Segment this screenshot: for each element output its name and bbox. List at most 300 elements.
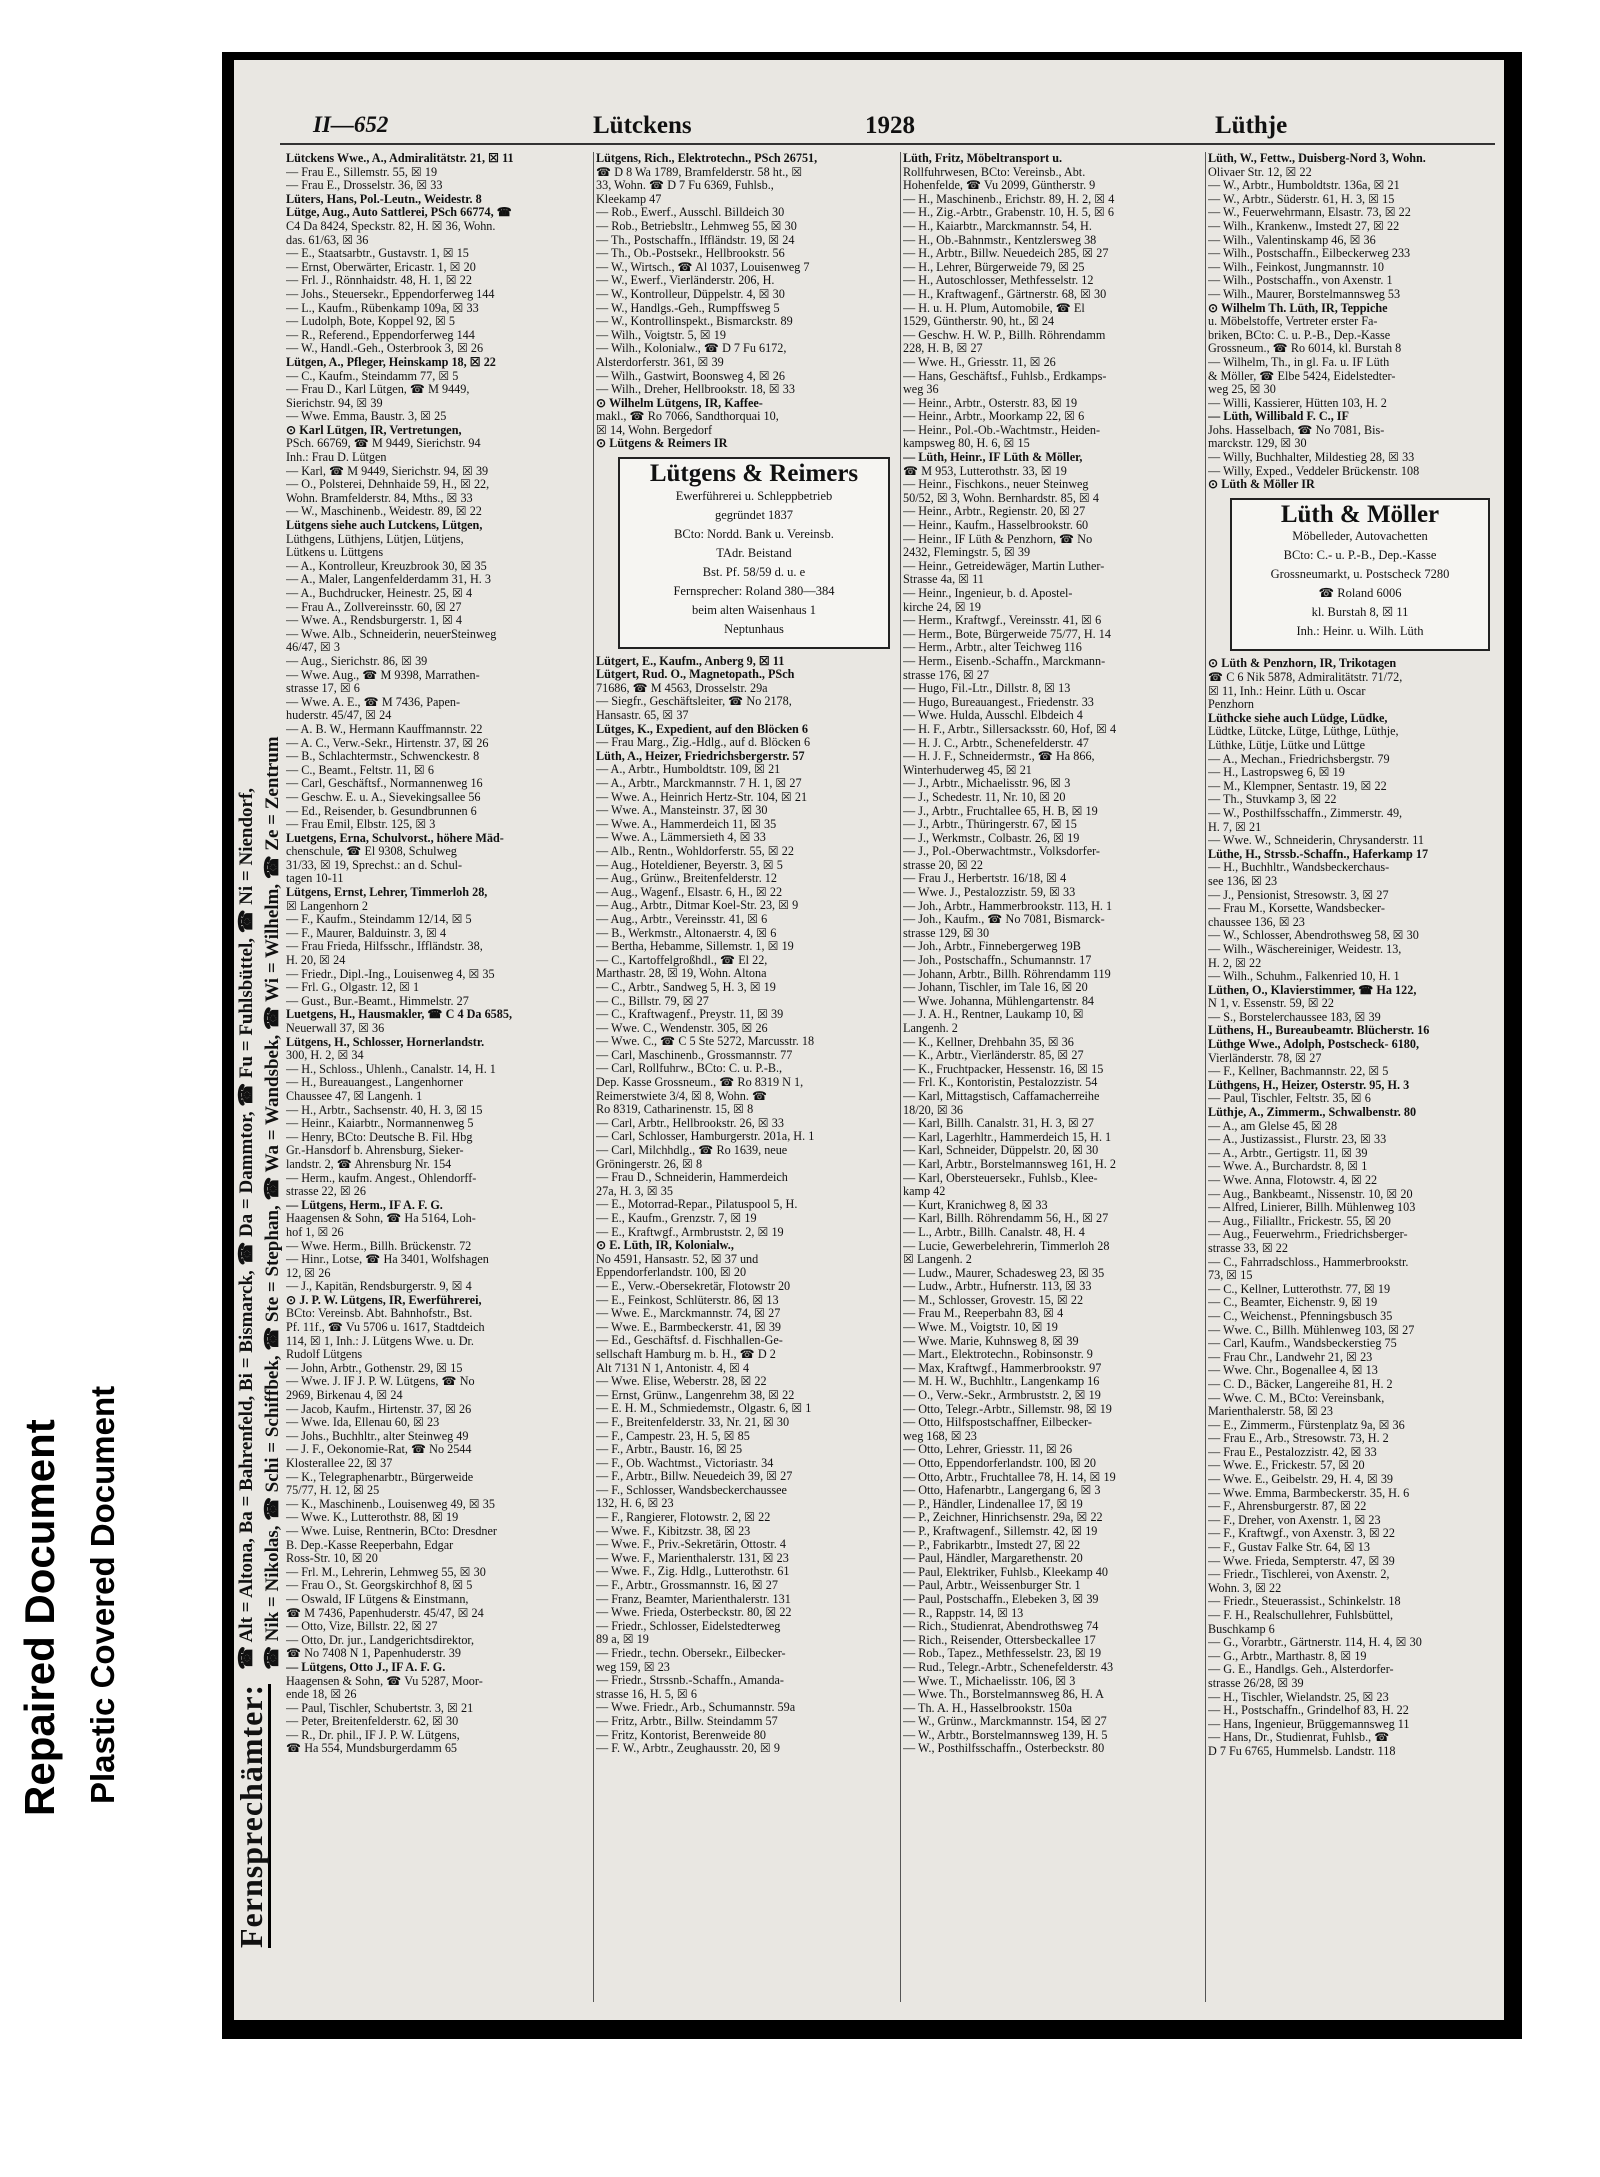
directory-entry: — K., Maschinenb., Louisenweg 49, ☒ 35 [286,1497,495,1511]
directory-entry: — Wwe. M., Voigtstr. 10, ☒ 19 [903,1321,1058,1335]
directory-entry: — E., Verw.-Obersekretär, Flotowstr 20 [596,1279,791,1293]
directory-entry: kirche 24, ☒ 19 [903,600,981,614]
directory-entry: — Wwe. Anna, Flotowstr. 4, ☒ 22 [1208,1174,1378,1187]
directory-entry: — Karl, Lagerhltr., Hammerdeich 15, H. 1 [903,1130,1112,1144]
directory-entry: Lütgens, Ernst, Lehrer, Timmerloh 28, [286,886,488,900]
directory-entry: — Friedr., Schlosser, Eidelstedterweg [596,1619,781,1633]
directory-entry: — F., Schlosser, Wandsbeckerchaussee [596,1483,787,1497]
directory-entry: 46/47, ☒ 3 [286,641,340,655]
directory-entry: Lüthge Wwe., Adolph, Postscheck- 6180, [1208,1038,1420,1052]
directory-entry: — H., Buchhltr., Wandsbeckerchaus- [1208,861,1390,875]
directory-entry: — Karl, ☎ M 9449, Sierichstr. 94, ☒ 39 [286,464,489,478]
directory-entry: — W., Maschinenb., Weidestr. 89, ☒ 22 [286,505,482,519]
directory-entry: — Hans, Dr., Studienrat, Fuhlsb., ☎ [1208,1731,1390,1745]
directory-entry: — Johs., Steuersekr., Eppendorferweg 144 [286,287,495,301]
directory-entry: — W., Handl.-Geh., Osterbrook 3, ☒ 26 [286,342,484,356]
directory-entry: Sierichstr. 94, ☒ 39 [286,396,383,410]
directory-entry: — Carl, Schlosser, Hamburgerstr. 201a, H. 1 [596,1130,815,1144]
directory-entry: Lüters, Hans, Pol.-Leutn., Weidestr. 8 [286,192,482,206]
directory-entry: — Wwe. W., Schneiderin, Chrysanderstr. 11 [1208,834,1424,848]
directory-entry: ☒ Langenh. 2 [903,1253,972,1267]
directory-entry: Neuerwall 37, ☒ 36 [286,1022,385,1035]
directory-entry: — A., Maler, Langenfelderdamm 31, H. 3 [286,573,491,587]
directory-entry: — H., Arbtr., Billw. Neuedeich 285, ☒ 27 [903,247,1109,261]
directory-entry: Strasse 4a, ☒ 11 [903,573,984,587]
directory-entry: — Frau D., Schneiderin, Hammerdeich [596,1171,788,1185]
directory-entry: Marthastr. 28, ☒ 19, Wohn. Altona [596,967,767,981]
directory-entry: — Fritz, Kontorist, Berenweide 80 [596,1728,766,1742]
directory-entry: ⊙ Wilhelm Th. Lüth, IR, Teppiche [1208,301,1388,315]
directory-entry: — W., Arbtr., Humboldtstr. 136a, ☒ 21 [1208,179,1400,193]
directory-entry: 71686, ☎ M 4563, Drosselstr. 29a [596,681,768,695]
directory-entry: Hohenfelde, ☎ Vu 2099, Güntherstr. 9 [903,179,1096,193]
directory-entry: — Franz, Beamter, Marienthalerstr. 131 [596,1592,791,1606]
directory-entry: chaussee 136, ☒ 23 [1208,915,1305,929]
header-last-name: Lüthje [1215,112,1288,139]
directory-entry: — Wwe. Chr., Bogenallee 4, ☒ 13 [1208,1364,1378,1378]
directory-entry: briken, BCto: C. u. P.-B., Dep.-Kasse [1208,328,1391,342]
directory-entry: — M. H. W., Buchhltr., Langenkamp 16 [903,1375,1100,1389]
directory-entry: — Kurt, Kranichweg 8, ☒ 33 [903,1198,1048,1212]
directory-entry: Gr.-Hansdorf b. Ahrensburg, Sieker- [286,1144,464,1158]
directory-entry: — B., Schlachtermstr., Schwenckestr. 8 [286,750,480,764]
directory-entry: 73, ☒ 15 [1208,1269,1253,1283]
directory-entry: marckstr. 129, ☒ 30 [1208,437,1307,451]
directory-entry: — Frau D., Karl Lütgen, ☎ M 9449, [286,383,470,397]
directory-entry: — Geschw. E. u. A., Sievekingsallee 56 [286,790,481,804]
directory-entry: — Wwe. A. E., ☎ M 7436, Papen- [286,695,461,709]
directory-entry: — Johann, Arbtr., Billh. Röhrendamm 119 [903,967,1111,981]
directory-entry: B. Dep.-Kasse Reeperbahn, Edgar [286,1538,454,1552]
directory-entry: ende 18, ☒ 26 [286,1688,357,1702]
directory-entry: — Friedr., Strssnb.-Schaffn., Amanda- [596,1674,784,1688]
directory-entry: ⊙ Wilhelm Lütgens, IR, Kaffee- [596,396,763,410]
directory-entry: tagen 10-11 [286,872,344,886]
directory-entry: ☒ 14, Wohn. Bergedorf [596,423,713,437]
directory-entry: — F., Campestr. 23, H. 5, ☒ 85 [596,1429,750,1443]
directory-entry: — Carl, Maschinenb., Grossmannstr. 77 [596,1048,793,1062]
directory-entry: — Wwe. F., Priv.-Sekretärin, Ottostr. 4 [596,1538,786,1552]
directory-entry: — Wwe. F., Zig. Hdlg., Lutterothstr. 61 [596,1565,790,1579]
directory-entry: — J., Arbtr., Michaelisstr. 96, ☒ 3 [903,777,1071,791]
directory-entry: — Wilh., Kolonialw., ☎ D 7 Fu 6172, [596,342,787,356]
directory-entry: — Wwe. Johanna, Mühlengartenstr. 84 [903,994,1095,1008]
directory-column-1 [286,152,590,2032]
directory-entry: 18/20, ☒ 36 [903,1103,964,1117]
directory-entry: — Joh., Arbtr., Finnebergerweg 19B [903,940,1081,954]
directory-entry: — Fritz, Arbtr., Billw. Steindamm 57 [596,1714,778,1728]
directory-entry: — Hans, Geschäftsf., Fuhlsb., Erdkamps- [903,369,1107,383]
advertisement-line: Inh.: Heinr. u. Wilh. Lüth [1296,624,1424,639]
directory-entry: — Frau A., Zollvereinsstr. 60, ☒ 27 [286,600,462,614]
directory-entry: — L., Kaufm., Rübenkamp 109a, ☒ 33 [286,301,479,315]
directory-entry: — B., Werkmstr., Altonaerstr. 4, ☒ 6 [596,926,777,940]
directory-entry: — Wilh., Maurer, Borstelmannsweg 53 [1208,287,1401,301]
directory-entry: Inh.: Frau D. Lütgen [286,451,387,465]
directory-entry: — Wilh., Valentinskamp 46, ☒ 36 [1208,233,1376,247]
directory-entry: Haagensen & Sohn, ☎ Vu 5287, Moor- [286,1674,483,1688]
directory-entry: H. 7, ☒ 21 [1208,820,1262,834]
directory-entry: — F., Maurer, Balduinstr. 3, ☒ 4 [286,926,447,940]
directory-entry: — Aug., Bankbeamt., Nissenstr. 10, ☒ 20 [1208,1187,1413,1201]
directory-entry: — W., Grünw., Marckmannstr. 154, ☒ 27 [903,1715,1107,1729]
directory-entry: Luetgens, Erna, Schulvorst., höhere Mäd- [286,831,504,845]
directory-entry: — Friedr., Steuerassist., Schinkelstr. 18 [1208,1595,1401,1609]
directory-entry: kamp 42 [903,1185,946,1199]
advertisement-box [1230,498,1490,652]
directory-entry: — C., Beamt., Feltstr. 11, ☒ 6 [286,763,434,777]
directory-entry: — C., Kartoffelgroßhdl., ☎ El 22, [596,953,768,967]
directory-entry: — Herm., Kraftwgf., Vereinsstr. 41, ☒ 6 [903,614,1102,628]
directory-entry: — Wwe. C., Billh. Mühlenweg 103, ☒ 27 [1208,1323,1415,1337]
directory-entry: Lüth, W., Fettw., Duisberg-Nord 3, Wohn. [1208,152,1426,165]
directory-entry: — L., Arbtr., Billh. Canalstr. 48, H. 4 [903,1225,1085,1239]
directory-entry: Lütgens siehe auch Lutckens, Lütgen, [286,519,483,533]
directory-entry: Lütgens, H., Schlosser, Hornerlandstr. [286,1035,485,1049]
directory-entry: — Frau O., St. Georgskirchhof 8, ☒ 5 [286,1579,473,1593]
directory-entry: sellschaft Hamburg m. b. H., ☎ D 2 [596,1347,776,1361]
directory-entry: — Frau M., Korsette, Wandsbecker- [1208,902,1385,916]
directory-entry: — Heinr., Kaiarbtr., Normannenweg 5 [286,1117,474,1131]
directory-entry: — Wwe. A., Heinrich Hertz-Str. 104, ☒ 21 [596,790,808,804]
directory-entry: Kleekamp 47 [596,192,662,206]
directory-entry: Lütckens Wwe., A., Admiralitätstr. 21, ☒ 11 [286,152,514,165]
directory-entry: — H., Postschaffn., Grindelhof 83, H. 22 [1208,1704,1409,1718]
directory-entry: — Frau E., Arb., Stresowstr. 73, H. 2 [1208,1432,1389,1446]
directory-entry: — Otto, Hilfspostschaffner, Eilbecker- [903,1416,1092,1430]
directory-entry: — Herm., Eisenb.-Schaffn., Marckmann- [903,654,1106,668]
directory-entry: ☒ Langenhorn 2 [286,899,368,913]
directory-entry: — Wwe. J. IF J. P. W. Lütgens, ☎ No [286,1375,475,1389]
directory-entry: — Wwe. C. M., BCto: Vereinsbank, [1208,1391,1385,1405]
directory-entry: 114, ☒ 1, Inh.: J. Lütgens Wwe. u. Dr. [286,1334,474,1348]
directory-entry: — Wwe. A., Mansteinstr. 37, ☒ 30 [596,804,768,818]
directory-entry: — Joh., Kaufm., ☎ No 7081, Bismarck- [903,913,1105,927]
directory-entry: Alt 7131 N 1, Antonistr. 4, ☒ 4 [596,1361,750,1375]
directory-entry: — P., Händler, Lindenallee 17, ☒ 19 [903,1497,1083,1511]
advertisement-line: BCto: Nordd. Bank u. Vereinsb. [674,526,834,541]
directory-entry: — W., Arbtr., Borstelmannsweg 139, H. 5 [903,1728,1108,1742]
directory-entry: — Hinr., Lotse, ☎ Ha 3401, Wolfshagen [286,1253,489,1267]
advertisement-line: ☎ Roland 6006 [1318,586,1402,601]
directory-entry: — H. F., Arbtr., Sillersacksstr. 60, Hof, ☒ 4 [903,722,1117,736]
directory-entry: — F., Kaufm., Steindamm 12/14, ☒ 5 [286,913,472,927]
directory-entry: — M., Schlosser, Grovestr. 15, ☒ 22 [903,1293,1084,1307]
directory-entry: — Hugo, Fil.-Ltr., Dillstr. 8, ☒ 13 [903,682,1071,696]
repaired-document-label: Repaired Document [16,1419,63,1816]
directory-entry: — Aug., Wagenf., Elsastr. 6, H., ☒ 22 [596,885,783,899]
directory-entry: — W., Feuerwehrmann, Elsastr. 73, ☒ 22 [1208,206,1411,220]
directory-entry: & Möller, ☎ Elbe 5424, Eidelstedter- [1208,369,1396,383]
directory-entry: — J., Schedestr. 11, Nr. 10, ☒ 20 [903,790,1066,804]
directory-entry: — C., Beamter, Eichenstr. 9, ☒ 19 [1208,1296,1378,1310]
banner-line-2: ☎ Nik = Nikolas, ☎ Schi = Schiffbek, ☎ Ste = Stephan, ☎ Wa = Wandsbek, ☎ Wi = Wilhelm, ☎ Ze = Zentrum [262,736,283,1670]
directory-entry: — Lüth, Willibald F. C., IF [1208,410,1349,424]
directory-entry: — Wilh., Gastwirt, Boonsweg 4, ☒ 26 [596,369,785,383]
directory-entry: Ross-Str. 10, ☒ 20 [286,1552,378,1566]
directory-entry: — E., Motorrad-Repar., Pilatuspool 5, H. [596,1198,798,1212]
directory-entry: Langenh. 2 [903,1022,958,1035]
directory-entry: — Wwe. Ida, Ellenau 60, ☒ 23 [286,1416,440,1430]
directory-entry: Grossneum., ☎ Ro 6014, kl. Burstah 8 [1208,342,1402,356]
directory-entry: — Joh., Arbtr., Hammerbrookstr. 113, H. 1 [903,899,1113,913]
directory-entry: strasse 22, ☒ 26 [286,1185,366,1199]
directory-entry: — Aug., Arbtr., Vereinsstr. 41, ☒ 6 [596,912,768,926]
directory-entry: Lütgen, A., Pfleger, Heinskamp 18, ☒ 22 [286,355,496,369]
directory-entry: Eppendorferlandstr. 100, ☒ 20 [596,1266,747,1280]
directory-entry: — Wilh., Voigtstr. 5, ☒ 19 [596,328,726,342]
directory-entry: Lütgert, E., Kaufm., Anberg 9, ☒ 11 [596,654,785,668]
directory-entry: Lüthgens, H., Heizer, Osterstr. 95, H. 3 [1208,1078,1410,1092]
directory-entry: — H., Zig.-Arbtr., Grabenstr. 10, H. 5, ☒ 6 [903,206,1114,220]
directory-entry: — Th., Postschaffn., Iffländstr. 19, ☒ 24 [596,233,795,247]
directory-entry: — Siegfr., Geschäftsleiter, ☎ No 2178, [596,695,792,709]
directory-entry: — Friedr., Tischlerei, von Axenstr. 2, [1208,1568,1390,1582]
directory-entry: strasse 33, ☒ 22 [1208,1241,1288,1255]
directory-entry: das. 61/63, ☒ 36 [286,233,369,247]
directory-entry: — Otto, Telegr.-Arbtr., Sillemstr. 98, ☒ 19 [903,1402,1112,1416]
directory-entry: — Aug., Feuerwehrm., Friedrichsberger- [1208,1228,1408,1242]
directory-entry: — Ludw., Maurer, Schadesweg 23, ☒ 35 [903,1266,1105,1280]
directory-entry: — Carl, Kaufm., Wandsbeckerstieg 75 [1208,1337,1397,1351]
directory-entry: Johs. Hasselbach, ☎ No 7081, Bis- [1208,423,1385,437]
directory-entry: ☎ C 6 Nik 5878, Admiralitätstr. 71/72, [1208,671,1403,685]
directory-entry: — Otto, Dr. jur., Landgerichtsdirektor, [286,1633,475,1647]
directory-entry: — Frau Emil, Elbstr. 125, ☒ 3 [286,818,436,832]
directory-entry: — Rob., Betriebsltr., Lehmweg 55, ☒ 30 [596,219,797,233]
directory-entry: Buschkamp 6 [1208,1622,1275,1636]
directory-entry: — H., Lastropsweg 6, ☒ 19 [1208,766,1345,780]
advertisement-line: Möbelleder, Autovachetten [1292,529,1428,544]
directory-entry: — Otto, Arbtr., Fruchtallee 78, H. 14, ☒ 19 [903,1470,1116,1484]
directory-entry: — Aug., Arbtr., Ditmar Koel-Str. 23, ☒ 9 [596,899,799,913]
directory-entry: ☎ Ha 554, Mundsburgerdamm 65 [286,1742,458,1756]
directory-entry: Haagensen & Sohn, ☎ Ha 5164, Loh- [286,1212,476,1226]
directory-entry: — H., Schloss., Uhlenh., Canalstr. 14, H. 1 [286,1062,496,1076]
directory-entry: — Otto, Vize, Billstr. 22, ☒ 27 [286,1620,438,1634]
directory-entry: — Herm., kaufm. Angest., Ohlendorff- [286,1171,477,1185]
directory-entry: — E., Zimmerm., Fürstenplatz 9a, ☒ 36 [1208,1418,1405,1432]
directory-entry: — Th. A. H., Hasselbrookstr. 150a [903,1701,1073,1715]
advertisement-line: Grossneumarkt, u. Postscheck 7280 [1270,567,1450,582]
directory-entry: — Wwe. E., Geibelstr. 29, H. 4, ☒ 39 [1208,1473,1394,1487]
directory-entry: — W., Handlgs.-Geh., Rumpffsweg 5 [596,301,780,315]
directory-entry: Lüthke, Lütje, Lütke und Lüttge [1208,739,1366,752]
directory-entry: u. Möbelstoffe, Vertreter erster Fa- [1208,315,1378,329]
directory-entry: — C., Kraftwagenf., Preystr. 11, ☒ 39 [596,1008,784,1022]
directory-entry: — Jacob, Kaufm., Hirtenstr. 37, ☒ 26 [286,1402,472,1416]
directory-entry: — Aug., Filialltr., Frickestr. 55, ☒ 20 [1208,1214,1391,1228]
directory-entry: — Johann, Tischler, im Tale 16, ☒ 20 [903,981,1088,995]
directory-entry: huderstr. 45/47, ☒ 24 [286,709,392,723]
directory-entry: — Rich., Reisender, Ottersbeckallee 17 [903,1633,1096,1647]
directory-entry: — Oswald, IF Lütgens & Einstmann, [286,1592,469,1606]
directory-entry: Lüthcke siehe auch Lüdge, Lüdke, [1208,711,1388,725]
directory-entry: Lüthe, H., Strssb.-Schaffn., Haferkamp 17 [1208,847,1429,861]
directory-entry: — Karl, Obersteuersekr., Fuhlsb., Klee- [903,1171,1098,1185]
directory-entry: — Ludw., Arbtr., Hufnerstr. 113, ☒ 33 [903,1280,1092,1294]
directory-entry: Lüth, Fritz, Möbeltransport u. [903,152,1063,165]
directory-entry: — Ernst, Grünw., Langenrehm 38, ☒ 22 [596,1388,795,1402]
directory-entry: C4 Da 8424, Speckstr. 82, H. ☒ 36, Wohn. [286,219,496,233]
directory-entry: — S., Borstelerchaussee 183, ☒ 39 [1208,1010,1381,1024]
directory-entry: Olivaer Str. 12, ☒ 22 [1208,165,1312,179]
directory-entry: — Alb., Rentn., Wohldorferstr. 55, ☒ 22 [596,844,794,858]
directory-entry: Lüthens, H., Bureaubeamtr. Blücherstr. 16 [1208,1024,1430,1038]
directory-entry: ☎ D 8 Wa 1789, Bramfelderstr. 58 ht., ☒ [596,165,803,179]
directory-entry: — Frl. M., Lehrerin, Lehmweg 55, ☒ 30 [286,1565,486,1579]
directory-entry: ⊙ J. P. W. Lütgens, IR, Ewerführerei, [286,1293,482,1307]
directory-entry: — Karl, Billh. Canalstr. 31, H. 3, ☒ 27 [903,1117,1095,1131]
directory-entry: — Wwe. Emma, Barmbeckerstr. 35, H. 6 [1208,1486,1410,1500]
column-divider [593,152,594,2002]
directory-entry: — H., Ob.-Bahnmstr., Kentzlersweg 38 [903,233,1097,247]
directory-entry: Dep. Kasse Grossneum., ☎ Ro 8319 N 1, [596,1076,804,1090]
directory-entry: Lüthen, O., Klavierstimmer, ☎ Ha 122, [1208,983,1417,997]
directory-entry: — E., Staatsarbtr., Gustavstr. 1, ☒ 15 [286,247,469,261]
directory-entry: — Lütgens, Herm., IF A. F. G. [286,1198,443,1212]
directory-entry: — J., Pensionist, Stresowstr. 3, ☒ 27 [1208,888,1389,902]
directory-entry: — Friedr., techn. Obersekr., Eilbecker- [596,1647,786,1660]
header-rule [280,143,1495,145]
directory-entry: — J. A. H., Rentner, Laukamp 10, ☒ [903,1008,1084,1022]
directory-entry: — A., Arbtr., Marckmannstr. 7 H. 1, ☒ 27 [596,777,802,790]
directory-entry: — A., Justizassist., Flurstr. 23, ☒ 33 [1208,1133,1387,1147]
directory-entry: ☎ M 7436, Papenhuderstr. 45/47, ☒ 24 [286,1606,484,1620]
directory-entry: — Wwe. A., Burchardstr. 8, ☒ 1 [1208,1160,1368,1174]
page-header [280,112,1495,148]
directory-entry: — K., Kellner, Drehbahn 35, ☒ 36 [903,1035,1074,1049]
directory-entry: — Th., Stuvkamp 3, ☒ 22 [1208,793,1337,807]
directory-entry: — H., Lehrer, Bürgerweide 79, ☒ 25 [903,260,1085,274]
directory-entry: — Willy, Exped., Veddeler Brückenstr. 108 [1208,464,1420,478]
directory-entry: Lütges, K., Expedient, auf den Blöcken 6 [596,722,808,736]
directory-entry: — J., Arbtr., Fruchtallee 65, H. B, ☒ 19 [903,804,1098,818]
directory-entry: — Otto, Eppendorferlandstr. 100, ☒ 20 [903,1457,1097,1470]
directory-entry: — H., Kaiarbtr., Marckmannstr. 54, H. [903,219,1092,233]
directory-entry: — Wwe. Frieda, Sempterstr. 47, ☒ 39 [1208,1554,1395,1568]
directory-entry: — A., Mechan., Friedrichsbergstr. 79 [1208,752,1390,766]
directory-entry: Lütkens u. Lüttgens [286,546,384,560]
directory-entry: ⊙ Karl Lütgen, IR, Vertretungen, [286,423,462,437]
directory-entry: — Carl, Geschäftsf., Normannenweg 16 [286,777,483,791]
directory-entry: kampsweg 80, H. 6, ☒ 15 [903,437,1030,451]
directory-entry: — J., Kapitän, Rendsburgerstr. 9, ☒ 4 [286,1280,472,1294]
directory-column-4 [1208,152,1500,2032]
directory-entry: — G., Arbtr., Marthastr. 8, ☒ 19 [1208,1649,1367,1663]
directory-entry: 300, H. 2, ☒ 34 [286,1049,364,1063]
directory-entry: — Wwe. H., Griesstr. 11, ☒ 26 [903,355,1056,369]
directory-entry: Gröningerstr. 26, ☒ 8 [596,1157,703,1171]
directory-entry: — Otto, Lehrer, Griesstr. 11, ☒ 26 [903,1443,1073,1457]
directory-entry: Lüdtke, Lütcke, Lütge, Lüthge, Lüthje, [1208,725,1399,739]
directory-entry: — O., Verw.-Sekr., Armbruststr. 2, ☒ 19 [903,1389,1101,1403]
directory-entry: chenschule, ☎ El 9308, Schulweg [286,845,457,859]
advertisement-line: TAdr. Beistand [716,545,792,560]
directory-entry: — Wilh., Schuhm., Falkenried 10, H. 1 [1208,970,1400,984]
directory-entry: see 136, ☒ 23 [1208,874,1278,888]
directory-entry: — Wwe. Herm., Billh. Brückenstr. 72 [286,1239,472,1253]
directory-entry: — Paul, Arbtr., Weissenburger Str. 1 [903,1579,1081,1593]
advertisement-line: gegründet 1837 [714,507,794,522]
directory-entry: makl., ☎ Ro 7066, Sandthorquai 10, [596,410,779,424]
directory-entry: — A., Kontrolleur, Kreuzbrook 30, ☒ 35 [286,559,487,573]
directory-entry: — A., am Glelse 45, ☒ 28 [1208,1119,1338,1133]
directory-entry: — P., Fabrikarbtr., Imstedt 27, ☒ 22 [903,1538,1081,1552]
directory-entry: hof 1, ☒ 26 [286,1225,344,1239]
directory-entry: — Wwe. Elise, Weberstr. 28, ☒ 22 [596,1375,767,1389]
directory-entry: Reimerstwiete 3/4, ☒ 8, Wohn. ☎ [596,1089,768,1103]
directory-entry: — Max, Kraftwgf., Hammerbrookstr. 97 [903,1361,1102,1375]
directory-entry: — E., Feinkost, Schlüterstr. 86, ☒ 13 [596,1293,779,1307]
directory-entry: — H. J. F., Schneidermstr., ☎ Ha 866, [903,750,1095,764]
advertisement-box [618,457,890,649]
directory-entry: 2969, Birkenau 4, ☒ 24 [286,1389,403,1403]
directory-column-2 [596,152,900,2032]
directory-entry: Klosterallee 22, ☒ 37 [286,1457,393,1470]
directory-entry: Lütge, Aug., Auto Sattlerei, PSch 66774, ☎ [286,206,512,220]
directory-entry: — Wilh., Krankenw., Imstedt 27, ☒ 22 [1208,219,1400,233]
directory-entry: — Frau E., Sillemstr. 55, ☒ 19 [286,165,438,179]
directory-entry: Lütgens, Rich., Elektrotechn., PSch 26751, [596,152,818,165]
directory-entry: Lüthje, A., Zimmerm., Schwalbenstr. 80 [1208,1106,1417,1120]
advertisement-line: beim alten Waisenhaus 1 [691,602,817,617]
directory-entry: 75/77, H. 12, ☒ 25 [286,1484,380,1498]
directory-entry: — Lucie, Gewerbelehrerin, Timmerloh 28 [903,1239,1110,1253]
directory-entry: — C., Kellner, Lutterothstr. 77, ☒ 19 [1208,1282,1391,1296]
directory-entry: strasse 176, ☒ 27 [903,668,990,682]
directory-entry: — J. F., Oekonomie-Rat, ☎ No 2544 [286,1443,472,1457]
directory-column-3 [903,152,1207,2032]
directory-entry: — C., Kaufm., Steindamm 77, ☒ 5 [286,369,459,383]
directory-entry: — Wilhelm, Th., in gl. Fa. u. IF Lüth [1208,355,1390,369]
directory-entry: — Gust., Bur.-Beamt., Himmelstr. 27 [286,994,469,1008]
directory-entry: — Heinr., Getreidewäger, Martin Luther- [903,559,1105,573]
directory-entry: — Geschw. H. W. P., Billh. Röhrendamm [903,328,1106,342]
column-divider [900,152,901,2002]
directory-entry: — W., Posthilfsschaffn., Zimmerstr. 49, [1208,806,1403,820]
directory-entry: — Wwe. Aug., ☎ M 9398, Marrathen- [286,668,480,682]
directory-entry: — J., Arbtr., Thüringerstr. 67, ☒ 15 [903,818,1077,832]
directory-entry: strasse 26/28, ☒ 39 [1208,1676,1304,1690]
directory-entry: — Henry, BCto: Deutsche B. Fil. Hbg [286,1130,473,1144]
directory-entry: — W., Arbtr., Süderstr. 61, H. 3, ☒ 15 [1208,192,1395,206]
directory-entry: weg 168, ☒ 23 [903,1429,977,1443]
directory-entry: — K., Telegraphenarbtr., Bürgerweide [286,1470,474,1484]
directory-entry: — F., Arbtr., Baustr. 16, ☒ 25 [596,1443,743,1457]
plastic-covered-label: Plastic Covered Document [84,1385,121,1804]
directory-entry: — Carl, Milchhdlg., ☎ Ro 1639, neue [596,1144,788,1158]
directory-entry: — Hugo, Bureauangest., Friedenstr. 33 [903,695,1094,709]
directory-entry: — Herm., Arbtr., alter Teichweg 116 [903,641,1082,655]
directory-entry: Marienthalerstr. 58, ☒ 23 [1208,1405,1333,1419]
directory-entry: — Heinr., Kaufm., Hasselbrookstr. 60 [903,519,1089,533]
directory-entry: PSch. 66769, ☎ M 9449, Sierichstr. 94 [286,437,481,451]
directory-entry: — F., Rangierer, Flotowstr. 2, ☒ 22 [596,1511,771,1525]
directory-entry: Chaussee 47, ☒ Langenh. 1 [286,1089,423,1103]
directory-entry: — C., Fahrradschloss., Hammerbrookstr. [1208,1255,1409,1269]
directory-entry: — Wwe. J., Pestalozzistr. 59, ☒ 33 [903,886,1076,900]
directory-entry: — Lütgens, Otto J., IF A. F. G. [286,1660,446,1674]
directory-entry: — F., Arbtr., Grossmannstr. 16, ☒ 27 [596,1579,778,1593]
directory-entry: — W., Ewerf., Vierländerstr. 206, H. [596,274,775,288]
directory-entry: — Frl. G., Olgastr. 12, ☒ 1 [286,981,420,995]
directory-entry: — Friedr., Dipl.-Ing., Louisenweg 4, ☒ 35 [286,967,495,981]
directory-entry: — F., Arbtr., Billw. Neuedeich 39, ☒ 27 [596,1470,793,1484]
directory-entry: — Paul, Tischler, Schubertstr. 3, ☒ 21 [286,1701,474,1715]
directory-entry: No 4591, Hansastr. 52, ☒ 37 und [596,1252,759,1266]
directory-entry: — Mart., Elektrotechn., Robinsonstr. 9 [903,1348,1093,1362]
